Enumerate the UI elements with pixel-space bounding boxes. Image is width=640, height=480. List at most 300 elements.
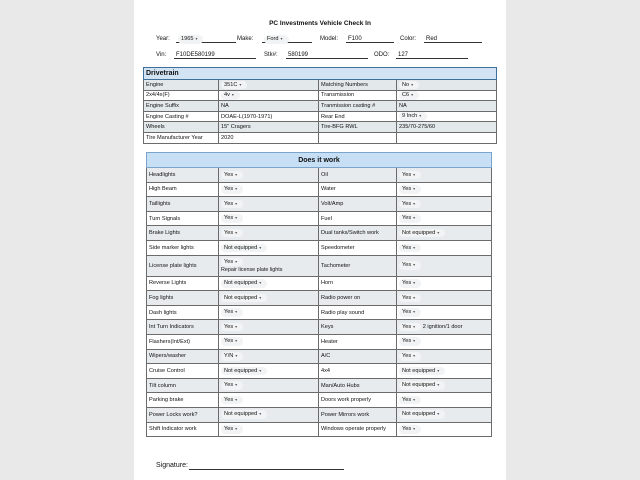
chevron-down-icon: ▾ [413, 171, 416, 177]
year-field[interactable] [176, 35, 236, 43]
check-label [319, 378, 397, 393]
chevron-down-icon: ▾ [235, 200, 238, 206]
drivetrain-label [319, 111, 397, 122]
check-value[interactable] [219, 211, 319, 226]
item-label: Oil [321, 171, 328, 178]
check-label [319, 255, 397, 276]
table-row [147, 378, 492, 393]
item-label: Flashers(Int/Ext) [149, 338, 191, 345]
status-dropdown[interactable] [221, 279, 267, 288]
check-value[interactable] [397, 422, 492, 437]
field-label: Engine Casting # [146, 113, 189, 120]
check-label [319, 182, 397, 197]
item-label: Dual tanks/Switch work [321, 230, 379, 237]
field-label: Transmission [321, 92, 355, 99]
year-label: Year: [156, 36, 170, 42]
drivetrain-label [319, 122, 397, 133]
status-value: Not equipped [224, 367, 258, 374]
item-label: Fog lights [149, 294, 174, 301]
document-title: PC Investments Vehicle Check In [269, 20, 371, 27]
drivetrain-dropdown[interactable] [399, 112, 427, 121]
color-value: Red [426, 36, 438, 42]
check-value[interactable] [219, 407, 319, 422]
check-value[interactable] [397, 291, 492, 306]
drivetrain-value[interactable] [219, 111, 319, 122]
item-label: Shift Indicator work [149, 426, 197, 433]
field-label: Wheels [146, 124, 165, 131]
field-value: 235/70-275/60 [399, 124, 436, 131]
status-dropdown[interactable] [399, 381, 445, 390]
check-value[interactable] [397, 211, 492, 226]
check-value[interactable] [397, 240, 492, 255]
status-dropdown[interactable] [221, 352, 243, 361]
item-label: Side marker lights [149, 244, 194, 251]
drivetrain-label [144, 80, 219, 91]
check-value[interactable] [219, 255, 319, 276]
check-value[interactable] [397, 393, 492, 408]
status-value: Not equipped [402, 229, 436, 236]
check-label [319, 364, 397, 379]
drivetrain-value[interactable] [397, 80, 497, 91]
status-dropdown[interactable] [221, 425, 243, 434]
check-label [147, 393, 219, 408]
color-label: Color: [400, 36, 417, 42]
chevron-down-icon: ▾ [235, 309, 238, 315]
check-value[interactable] [219, 240, 319, 255]
status-dropdown[interactable] [399, 200, 421, 209]
chevron-down-icon: ▾ [413, 396, 416, 402]
item-label: Doors work properly [321, 397, 372, 404]
check-value[interactable] [219, 197, 319, 212]
drivetrain-label [144, 132, 219, 143]
status-dropdown[interactable] [399, 229, 445, 238]
table-row [147, 226, 492, 241]
item-label: Parking brake [149, 397, 184, 404]
vin-label: Vin: [156, 52, 167, 58]
stk-field[interactable] [286, 51, 368, 59]
table-row [147, 305, 492, 320]
status-value: Yes [224, 258, 234, 265]
table-row [144, 101, 497, 112]
drivetrain-value[interactable] [397, 90, 497, 101]
drivetrain-label [144, 122, 219, 133]
chevron-down-icon: ▾ [413, 186, 416, 192]
chevron-down-icon: ▾ [235, 186, 238, 192]
vin-field[interactable] [174, 51, 256, 59]
check-label [319, 226, 397, 241]
odo-value: 127 [398, 52, 409, 58]
status-dropdown[interactable] [221, 200, 243, 209]
drivetrain-table [143, 67, 497, 144]
chevron-down-icon: ▾ [239, 81, 242, 87]
check-label [147, 378, 219, 393]
status-value: Yes [224, 171, 234, 178]
check-value[interactable] [397, 168, 492, 183]
table-row [144, 111, 497, 122]
drivetrain-value[interactable] [219, 132, 319, 143]
status-value: Not equipped [402, 411, 436, 418]
chevron-down-icon: ▾ [235, 353, 238, 359]
drivetrain-dropdown[interactable] [221, 81, 247, 90]
drivetrain-value[interactable] [219, 101, 319, 112]
drivetrain-dropdown[interactable] [399, 91, 419, 100]
drivetrain-label [144, 90, 219, 101]
chevron-down-icon: ▾ [413, 323, 416, 329]
make-field[interactable] [262, 35, 312, 43]
chevron-down-icon: ▾ [437, 411, 440, 417]
item-label: Taillights [149, 200, 171, 207]
check-value[interactable] [397, 197, 492, 212]
status-dropdown[interactable] [221, 185, 243, 194]
status-dropdown[interactable] [221, 381, 243, 390]
status-dropdown[interactable] [399, 214, 421, 223]
field-label: Rear End [321, 113, 345, 120]
year-chip[interactable] [178, 35, 203, 44]
status-dropdown[interactable] [221, 323, 243, 332]
chevron-down-icon: ▾ [235, 215, 238, 221]
chevron-down-icon: ▾ [419, 113, 422, 119]
check-value[interactable] [397, 226, 492, 241]
vin-value: F10DE580199 [176, 52, 215, 58]
check-label [147, 197, 219, 212]
item-label: Turn Signals [149, 215, 181, 222]
table-row [147, 255, 492, 276]
field-label: Tire-BFG RWL [321, 124, 358, 131]
check-value[interactable] [397, 305, 492, 320]
drivetrain-label [319, 101, 397, 112]
odo-field[interactable] [396, 51, 468, 59]
check-value[interactable] [219, 276, 319, 291]
status-value: Not equipped [224, 294, 258, 301]
status-value: Yes [402, 280, 412, 287]
status-dropdown[interactable] [399, 185, 421, 194]
status-dropdown[interactable] [399, 337, 421, 346]
chevron-down-icon: ▾ [259, 294, 262, 300]
check-label [319, 197, 397, 212]
chevron-down-icon: ▾ [280, 36, 283, 41]
status-value: Yes [402, 396, 412, 403]
drivetrain-label [319, 132, 397, 143]
item-label: Horn [321, 280, 334, 287]
field-value: NA [399, 102, 407, 109]
check-label [147, 291, 219, 306]
check-value[interactable] [219, 364, 319, 379]
chevron-down-icon: ▾ [411, 81, 414, 87]
status-value: Yes [402, 262, 412, 269]
check-value[interactable] [397, 182, 492, 197]
status-dropdown[interactable] [221, 214, 243, 223]
status-dropdown[interactable] [221, 396, 243, 405]
item-label: 4x4 [321, 367, 331, 374]
check-label [319, 422, 397, 437]
status-dropdown[interactable] [221, 410, 267, 419]
check-label [319, 291, 397, 306]
status-dropdown[interactable] [221, 171, 243, 180]
table-row [147, 320, 492, 335]
chevron-down-icon: ▾ [259, 244, 262, 250]
status-value: Yes [224, 338, 234, 345]
drivetrain-label [144, 101, 219, 112]
item-label: High Beam [149, 186, 177, 193]
item-label: Speedometer [321, 244, 355, 251]
stk-value: 580199 [288, 52, 309, 58]
chevron-down-icon: ▾ [437, 367, 440, 373]
document-page [134, 0, 506, 480]
status-value: Yes [402, 215, 412, 222]
table-row [147, 182, 492, 197]
status-value: Yes [402, 200, 412, 207]
drivetrain-value[interactable] [219, 122, 319, 133]
drivetrain-value: 9 Inch [402, 113, 418, 120]
check-value[interactable] [219, 349, 319, 364]
item-label: Heater [321, 338, 338, 345]
status-value: Not equipped [224, 244, 258, 251]
check-value[interactable] [397, 276, 492, 291]
make-value: Ford [267, 36, 279, 42]
field-label: Matching Numbers [321, 81, 368, 88]
status-dropdown[interactable] [399, 396, 421, 405]
item-label: Headlights [149, 171, 176, 178]
field-label: Engine [146, 81, 164, 88]
status-dropdown[interactable] [221, 337, 243, 346]
item-label: Dash lights [149, 309, 177, 316]
chevron-down-icon: ▾ [437, 382, 440, 388]
check-value[interactable] [219, 422, 319, 437]
table-row [147, 211, 492, 226]
status-value: Not equipped [402, 367, 436, 374]
table-row [147, 364, 492, 379]
check-value[interactable] [397, 364, 492, 379]
chevron-down-icon: ▾ [235, 258, 238, 264]
field-label: Engine Suffix [146, 102, 179, 109]
chevron-down-icon: ▾ [259, 411, 262, 417]
chevron-down-icon: ▾ [413, 244, 416, 250]
chevron-down-icon: ▾ [235, 338, 238, 344]
table-row [144, 122, 497, 133]
check-label [147, 255, 219, 276]
field-value: DOAE-L(1970-1971) [221, 113, 273, 120]
check-label [147, 364, 219, 379]
drivetrain-value: C6 [402, 92, 410, 99]
check-label [319, 276, 397, 291]
check-label [319, 349, 397, 364]
check-value[interactable] [219, 378, 319, 393]
status-value: Yes [402, 323, 412, 330]
status-dropdown[interactable] [399, 425, 421, 434]
drivetrain-value[interactable] [219, 90, 319, 101]
drivetrain-value[interactable] [397, 122, 497, 133]
check-value[interactable] [397, 349, 492, 364]
status-value: Y/N [224, 353, 234, 360]
status-dropdown[interactable] [399, 279, 421, 288]
status-dropdown[interactable] [399, 410, 445, 419]
status-dropdown[interactable] [399, 308, 421, 317]
item-label: Radio power on [321, 294, 361, 301]
check-value[interactable] [397, 334, 492, 349]
status-dropdown[interactable] [221, 308, 243, 317]
drivetrain-label [319, 80, 397, 91]
item-label: Fuel [321, 215, 332, 222]
item-label: Wipers/washer [149, 353, 186, 360]
field-value: 2020 [221, 134, 234, 141]
check-value[interactable] [219, 320, 319, 335]
chevron-down-icon: ▾ [235, 396, 238, 402]
status-dropdown[interactable] [399, 171, 421, 180]
drivetrain-value: No [402, 81, 410, 88]
drivetrain-value: 351C [224, 81, 238, 88]
table-row [147, 334, 492, 349]
chevron-down-icon: ▾ [413, 426, 416, 432]
check-label [319, 334, 397, 349]
item-label: Tilt column [149, 382, 176, 389]
status-dropdown[interactable] [399, 294, 421, 303]
model-value: F100 [348, 36, 362, 42]
check-label [319, 211, 397, 226]
check-label [319, 407, 397, 422]
item-label: Volt/Amp [321, 200, 344, 207]
check-value[interactable] [219, 291, 319, 306]
chevron-down-icon: ▾ [413, 262, 416, 268]
status-value: Yes [224, 309, 234, 316]
check-label [147, 182, 219, 197]
item-label: Tachometer [321, 262, 351, 269]
drivetrain-value[interactable] [397, 101, 497, 112]
check-label [319, 320, 397, 335]
check-label [319, 393, 397, 408]
drivetrain-dropdown[interactable] [399, 81, 419, 90]
chevron-down-icon: ▾ [411, 92, 414, 98]
check-label [147, 211, 219, 226]
status-value: Yes [402, 353, 412, 360]
check-label [319, 168, 397, 183]
status-value: Not equipped [224, 280, 258, 287]
make-chip[interactable] [264, 35, 289, 44]
table-row [147, 422, 492, 437]
odo-label: ODO: [374, 52, 390, 58]
chevron-down-icon: ▾ [259, 280, 262, 286]
status-value: Yes [224, 426, 234, 433]
status-dropdown[interactable] [221, 244, 267, 253]
check-label [147, 320, 219, 335]
check-value[interactable] [219, 182, 319, 197]
check-label [147, 349, 219, 364]
color-field[interactable] [424, 35, 482, 43]
status-dropdown[interactable] [221, 294, 267, 303]
status-note: Repair license plate lights [221, 267, 283, 274]
check-value[interactable] [219, 168, 319, 183]
drivetrain-label [319, 90, 397, 101]
chevron-down-icon: ▾ [235, 229, 238, 235]
status-value: Yes [402, 338, 412, 345]
chevron-down-icon: ▾ [231, 92, 234, 98]
check-label [147, 305, 219, 320]
field-label: 2x4/4x(F) [146, 92, 170, 99]
make-label: Make: [237, 36, 254, 42]
chevron-down-icon: ▾ [259, 367, 262, 373]
model-field[interactable] [346, 35, 394, 43]
check-label [147, 226, 219, 241]
item-label: Cruise Control [149, 367, 185, 374]
drivetrain-value[interactable] [219, 80, 319, 91]
check-value[interactable] [219, 334, 319, 349]
table-row [147, 407, 492, 422]
item-label: A/C [321, 353, 331, 360]
drivetrain-value[interactable] [397, 111, 497, 122]
check-value[interactable] [219, 226, 319, 241]
year-value: 1965 [181, 36, 194, 42]
check-label [147, 240, 219, 255]
status-dropdown[interactable] [221, 258, 243, 267]
table-row [147, 393, 492, 408]
check-value[interactable] [397, 320, 492, 335]
status-dropdown[interactable] [399, 244, 421, 253]
field-value: 15" Cragers [221, 124, 251, 131]
chevron-down-icon: ▾ [235, 382, 238, 388]
status-value: Yes [224, 215, 234, 222]
status-dropdown[interactable] [399, 261, 421, 270]
item-label: Radio play sound [321, 309, 365, 316]
drivetrain-label [144, 111, 219, 122]
chevron-down-icon: ▾ [437, 229, 440, 235]
table-row [144, 80, 497, 91]
table-row [147, 349, 492, 364]
table-row [147, 240, 492, 255]
table-row [147, 197, 492, 212]
item-label: Power Mirrors work [321, 411, 370, 418]
drivetrain-dropdown[interactable] [221, 91, 240, 100]
status-dropdown[interactable] [221, 229, 243, 238]
field-label: Tire Manufacturer Year [146, 134, 203, 141]
status-dropdown[interactable] [399, 352, 421, 361]
status-note: 2 ignition/1 door [422, 323, 463, 330]
check-label [147, 422, 219, 437]
check-label [319, 240, 397, 255]
check-value[interactable] [397, 407, 492, 422]
table-row [147, 291, 492, 306]
item-label: Keys [321, 324, 334, 331]
signature-line[interactable] [189, 469, 344, 470]
check-label [147, 407, 219, 422]
status-dropdown[interactable] [221, 367, 267, 376]
chevron-down-icon: ▾ [413, 215, 416, 221]
item-label: Windows operate properly [321, 426, 386, 433]
chevron-down-icon: ▾ [413, 200, 416, 206]
status-dropdown[interactable] [399, 323, 421, 332]
field-value: NA [221, 102, 229, 109]
does-it-work-table [146, 152, 492, 437]
check-value[interactable] [219, 305, 319, 320]
status-value: Yes [402, 294, 412, 301]
chevron-down-icon: ▾ [413, 353, 416, 359]
drivetrain-value: 4v [224, 92, 230, 99]
chevron-down-icon: ▾ [235, 426, 238, 432]
drivetrain-heading: Drivetrain [144, 68, 497, 80]
status-value: Yes [402, 171, 412, 178]
item-label: Water [321, 186, 336, 193]
chevron-down-icon: ▾ [195, 36, 198, 41]
check-label [319, 305, 397, 320]
check-value[interactable] [397, 378, 492, 393]
status-value: Yes [224, 186, 234, 193]
item-label: Power Locks work? [149, 411, 198, 418]
status-value: Not equipped [402, 382, 436, 389]
status-value: Yes [224, 323, 234, 330]
check-value[interactable] [397, 255, 492, 276]
field-label: Tranmission casting # [321, 102, 376, 109]
status-value: Not equipped [224, 411, 258, 418]
check-value[interactable] [219, 393, 319, 408]
status-dropdown[interactable] [399, 367, 445, 376]
